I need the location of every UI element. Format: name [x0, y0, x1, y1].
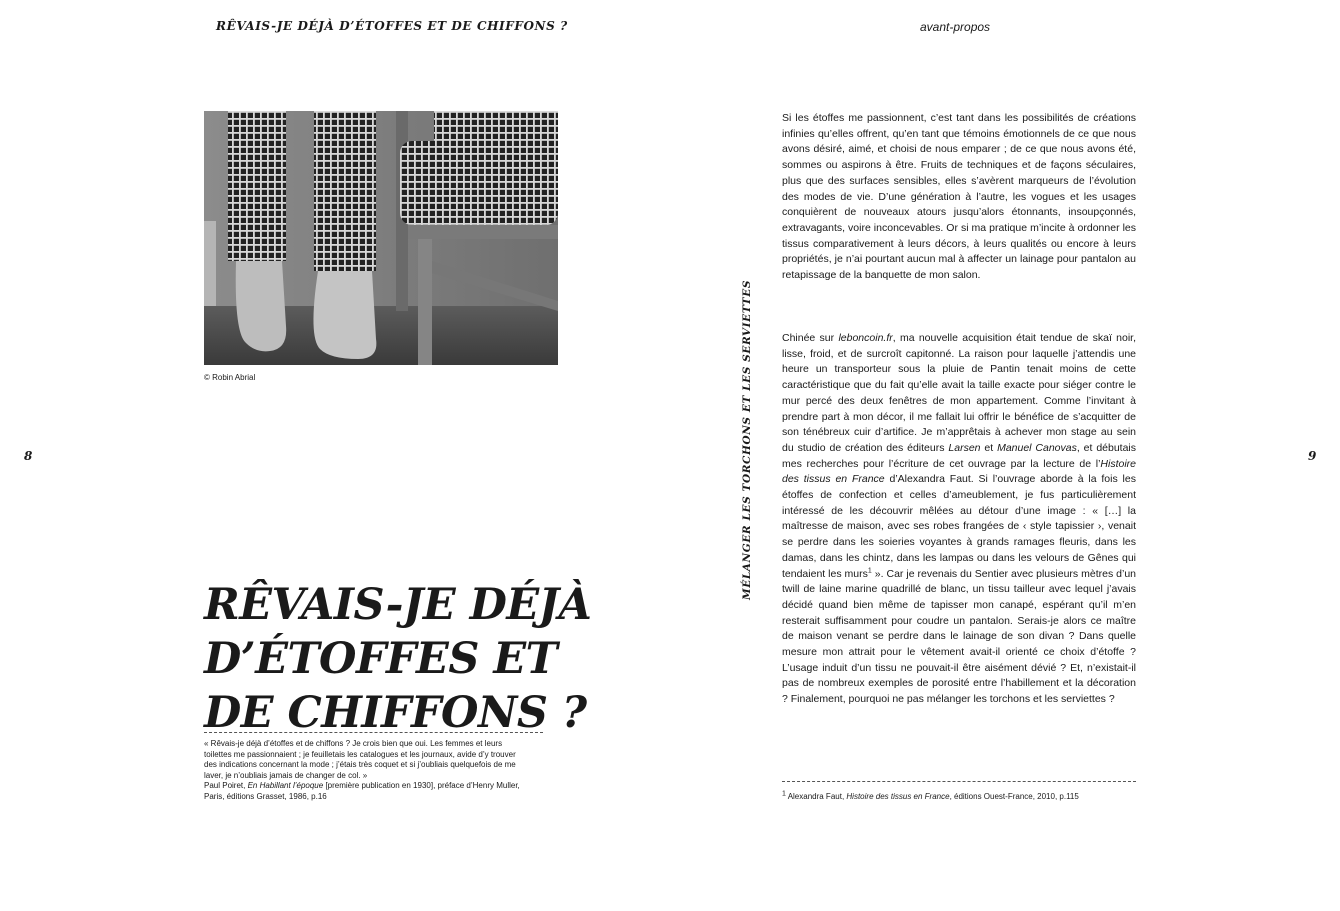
chapter-title-line: RÊVAIS-JE DÉJÀ	[204, 580, 592, 630]
right-running-head: avant-propos	[920, 20, 991, 34]
epigraph	[204, 739, 529, 802]
right-page-number: 9	[1308, 449, 1317, 463]
paragraph-text: , ma nouvelle acquisition était tendue de skaï noir, lisse, froid, et de surcroît capitonné. La raison pour laquelle j’attendis une heure un transporteur sous la pluie de Pantin tenait moins de cette caractéristique que du fait qu’elle avait la taille exacte pour siéger contre le mur percé des deux fenêtres de mon appartement. Comme l’invitant à prendre part à mon décor, il me fallait lui offrir le bénéfice de s’acquitter de son ténébreux cuir d’artifice. Je m’apprêtais à achever mon stage au sein du studio de création des éditeurs	[782, 332, 1137, 454]
paragraph-text: , et débutais mes recherches pour l’écriture de cet ouvrage par la lecture de l’	[782, 441, 1137, 470]
chapter-title-line: D’ÉTOFFES ET	[204, 634, 558, 684]
book-title: Histoire des tissus en France	[782, 457, 1136, 486]
epigraph-quote: « Rêvais-je déjà d’étoffes et de chiffons ? Je crois bien que oui. Les femmes et leurs toilettes me passionnaient ; je feuilletais les catalogues et les journaux, avide d’y trouver des indications concernant la mode ; j’étais très coquet et si j’oubliais quelquefois de me laver, je n’oubliais jamais de changer de col. »	[204, 739, 516, 780]
left-running-head: RÊVAIS-JE DÉJÀ D’ÉTOFFES ET DE CHIFFONS ?	[216, 19, 568, 33]
paragraph-text: Si les étoffes me passionnent, c’est tant dans les possibilités de créations infinies qu’elles offrent, qu’en tant que témoins émotionnels de ce que nous avons désiré, aimé, et choisi de nous emparer ; de ce que nous avons été, sommes ou aspirons à être. Fruits de techniques et de façons séculaires, plus que des surfaces sensibles, elles s’avèrent marqueurs de l’évolution des modes de vie. D’une génération à l’autre, les vogues et les usages conquièrent de nouveaux atours jusqu’alors étonnants, insoupçonnés, extravagants, voire inconcevables. Or si ma pratique m’incite à ordonner les tissus comparativement à leurs décors, à leurs qualités ou encore à leurs propriétés, je n’ai pourtant aucun mal à affecter un lainage pour pantalon au retapissage de la banquette de mon salon.	[782, 112, 1136, 282]
paragraph-text: et	[984, 441, 994, 454]
vertical-title	[730, 279, 753, 600]
photo-icon	[204, 111, 558, 365]
publisher-name: Manuel Canovas	[997, 441, 1077, 454]
footnote-author: Alexandra Faut,	[787, 792, 845, 801]
vertical-title-text: MÉLANGER LES TORCHONS ET LES SERVIETTES	[741, 279, 753, 600]
footnote-book: Histoire des tissus en France	[846, 792, 950, 801]
epigraph-book: En Habillant l’époque	[247, 781, 324, 790]
publisher-name: Larsen	[948, 441, 981, 454]
chapter-title-line: DE CHIFFONS ?	[204, 688, 587, 738]
chapter-title	[204, 578, 592, 740]
epigraph-source: [première publication en 1930], préface d’Henry Muller, Paris, éditions Grasset, 1986, p.16	[204, 781, 520, 801]
footnote-number: 1	[782, 790, 786, 798]
footnote	[782, 792, 1142, 801]
footnote-divider	[782, 781, 1136, 782]
photo-credit: © Robin Abrial	[204, 373, 256, 382]
photo	[204, 111, 558, 365]
footnote-source: , éditions Ouest-France, 2010, p.115	[949, 792, 1079, 801]
footnote-marker: 1	[867, 567, 872, 575]
paragraph-text: d’Alexandra Faut. Si l’ouvrage aborde à la fois les étoffes de confection et celles d’ameublement, je fus particulièrement intéressé de les découvrir mêlées au détour d’une image : « […] la maîtresse de maison, avec ses robes frangées de ‹ style tapissier ›, venait se perdre dans les soieries voyantes à grands ramages fleuris, dans les damas, dans les chintz, dans les lampas ou dans les velours de Gênes qui tendaient les murs	[782, 473, 1136, 580]
body-paragraph-2	[782, 331, 1136, 708]
paragraph-text: Chinée sur	[782, 332, 835, 344]
body-paragraph-1	[782, 111, 1136, 284]
left-page-number: 8	[24, 449, 33, 463]
website-reference: leboncoin.fr	[838, 332, 893, 344]
paragraph-text: ». Car je revenais du Sentier avec plusieurs mètres d’un twill de laine marine quadrillé de blanc, un tissu tailleur avec lequel j’avais décidé quand bien même de tapisser mon canapé, espérant qu’il m’en resterait suffisamment pour coudre un pantalon. Serais-je alors ce maître de maison venant se perdre dans le lainage de son divan ? Dans quelle mesure mon attrait pour le vêtement avait-il orienté ce choix d’étoffe ? L’usage induit d’un tissu ne pouvait-il être aisément dévié ? Et, n’existait-il pas de nombreux exemples de porosité entre l’habillement et la décoration ? Finalement, pourquoi ne pas mélanger les torchons et les serviettes ?	[782, 567, 1137, 706]
epigraph-author: Paul Poiret,	[204, 781, 246, 790]
title-divider	[204, 732, 543, 733]
